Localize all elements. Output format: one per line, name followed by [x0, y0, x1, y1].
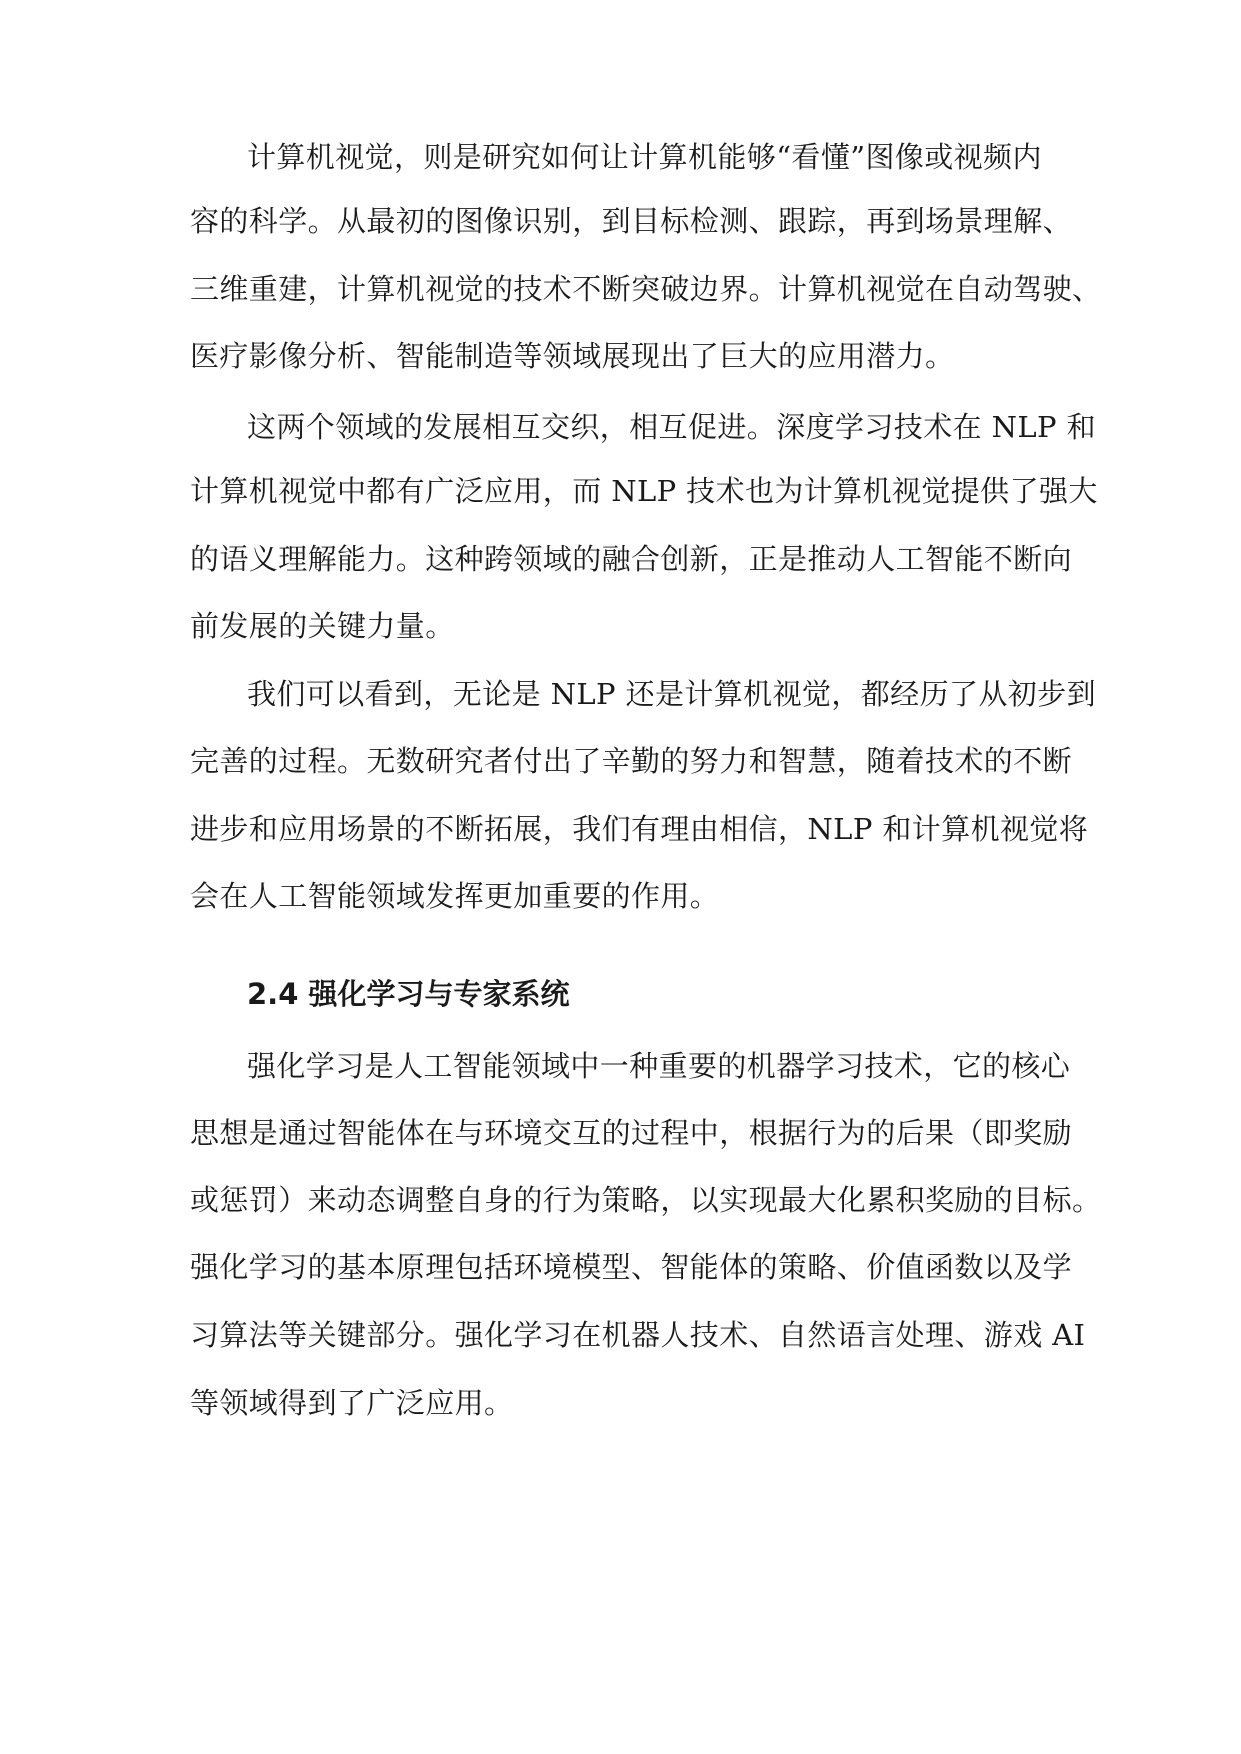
- p3-line-2: 完善的过程。无数研究者付出了辛勤的努力和智慧，随着技术的不断: [190, 744, 1073, 778]
- p1-line-3: 三维重建，计算机视觉的技术不断突破边界。计算机视觉在自动驾驶、: [190, 272, 1102, 306]
- p4-line-6: 等领域得到了广泛应用。: [190, 1386, 514, 1420]
- p1-line-1: 计算机视觉，则是研究如何让计算机能够“看懂”图像或视频内: [247, 140, 1042, 174]
- p4-line-5: 习算法等关键部分。强化学习在机器人技术、自然语言处理、游戏 AI: [190, 1318, 1086, 1352]
- p3-line-3: 进步和应用场景的不断拓展，我们有理由相信，NLP 和计算机视觉将: [190, 812, 1089, 846]
- p2-line-2: 计算机视觉中都有广泛应用，而 NLP 技术也为计算机视觉提供了强大: [190, 474, 1098, 508]
- p2-line-3: 的语义理解能力。这种跨领域的融合创新，正是推动人工智能不断向: [190, 542, 1073, 576]
- p4-line-4: 强化学习的基本原理包括环境模型、智能体的策略、价值函数以及学: [190, 1250, 1073, 1284]
- p1-line-4: 医疗影像分析、智能制造等领域展现出了巨大的应用潜力。: [190, 339, 955, 373]
- p3-line-1: 我们可以看到，无论是 NLP 还是计算机视觉，都经历了从初步到: [247, 677, 1096, 711]
- p3-line-4: 会在人工智能领域发挥更加重要的作用。: [190, 879, 720, 913]
- p4-line-1: 强化学习是人工智能领域中一种重要的机器学习技术，它的核心: [247, 1049, 1071, 1083]
- p4-line-2: 思想是通过智能体在与环境交互的过程中，根据行为的后果（即奖励: [190, 1116, 1073, 1150]
- p2-line-4: 前发展的关键力量。: [190, 609, 455, 643]
- p2-line-1: 这两个领域的发展相互交织，相互促进。深度学习技术在 NLP 和: [247, 410, 1096, 444]
- p4-line-3: 或惩罚）来动态调整自身的行为策略，以实现最大化累积奖励的目标。: [190, 1183, 1102, 1217]
- section-heading: 2.4 强化学习与专家系统: [247, 977, 570, 1011]
- p1-line-2: 容的科学。从最初的图像识别，到目标检测、跟踪，再到场景理解、: [190, 204, 1073, 238]
